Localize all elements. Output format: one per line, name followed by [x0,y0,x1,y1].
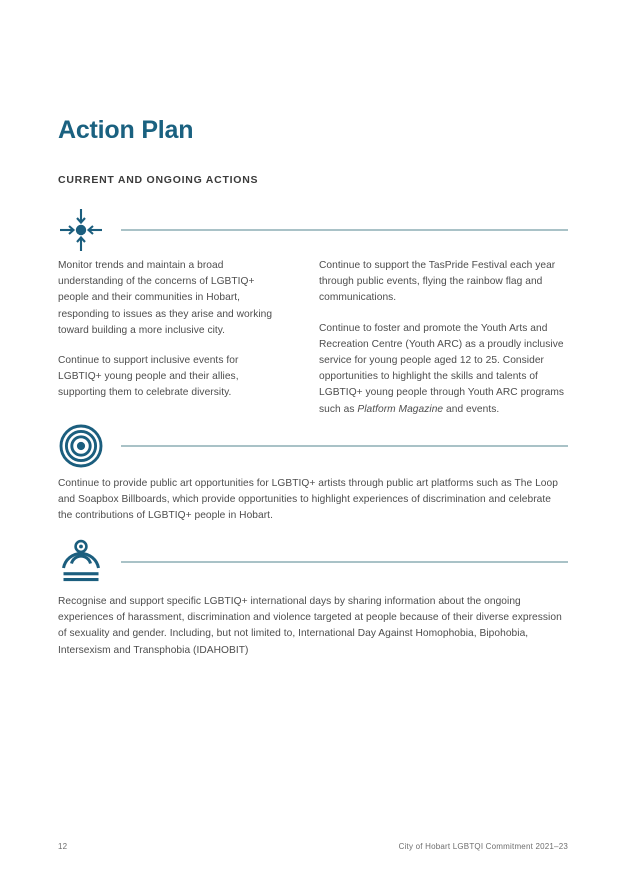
paragraph-with-italic [319,321,567,418]
footer-page-number: 12 [58,842,68,851]
page-title: Action Plan [58,115,194,144]
footer-document-reference: City of Hobart LGBTQI Commitment 2021–23 [398,842,568,851]
section-label: CURRENT AND ONGOING ACTIONS [58,174,259,186]
page-footer [58,842,568,851]
paragraph-lead: Continue to foster and promote the Youth Arts and Recreation Centre (Youth ARC) as a proudly inclusive service for young people aged 12 to 25. Consider opportunities to highlight the skills and talents of LGBTIQ+ young people through Youth ARC programs such as [319,322,565,415]
section-2-body [58,476,568,525]
paragraph: Monitor trends and maintain a broad understanding of the concerns of LGBTIQ+ people and their communities in Hobart, responding to issues as they arise and working toward building a more inclusive city. [58,260,273,336]
converging-arrows-icon [58,207,104,253]
concentric-circles-icon [58,423,104,469]
paragraph: Continue to support inclusive events for LGBTIQ+ young people and their allies, supporting them to celebrate diversity. [58,355,239,399]
paragraph: Recognise and support specific LGBTIQ+ international days by sharing information about the ongoing experiences of harassment, discrimination and violence targeted at people because of their diverse expression of sexuality and gender. Including, but not limited to, International Day Against Homophobia, Bipohobia, Intersexism and Transphobia (IDAHOBIT) [58,596,562,656]
paragraph: Continue to support the TasPride Festival each year through public events, flying the rainbow flag and communications. [319,260,556,304]
broadcast-person-icon [58,539,104,585]
section-3-rule [121,561,568,563]
section-2-header [58,423,568,469]
section-1-rule [121,229,568,231]
section-3-body [58,594,568,659]
paragraph-tail: and events. [443,403,500,415]
section-2-rule [121,445,568,447]
publication-title: Platform Magazine [357,403,444,415]
section-1-header [58,207,568,253]
section-1-right-column [319,258,567,418]
section-1-left-column [58,258,282,402]
section-3-header [58,539,568,585]
paragraph: Continue to provide public art opportunities for LGBTIQ+ artists through public art platforms such as The Loop and Soapbox Billboards, which provide opportunities to highlight experiences of discrimination and celebrate the contributions of LGBTIQ+ people in Hobart. [58,478,558,522]
